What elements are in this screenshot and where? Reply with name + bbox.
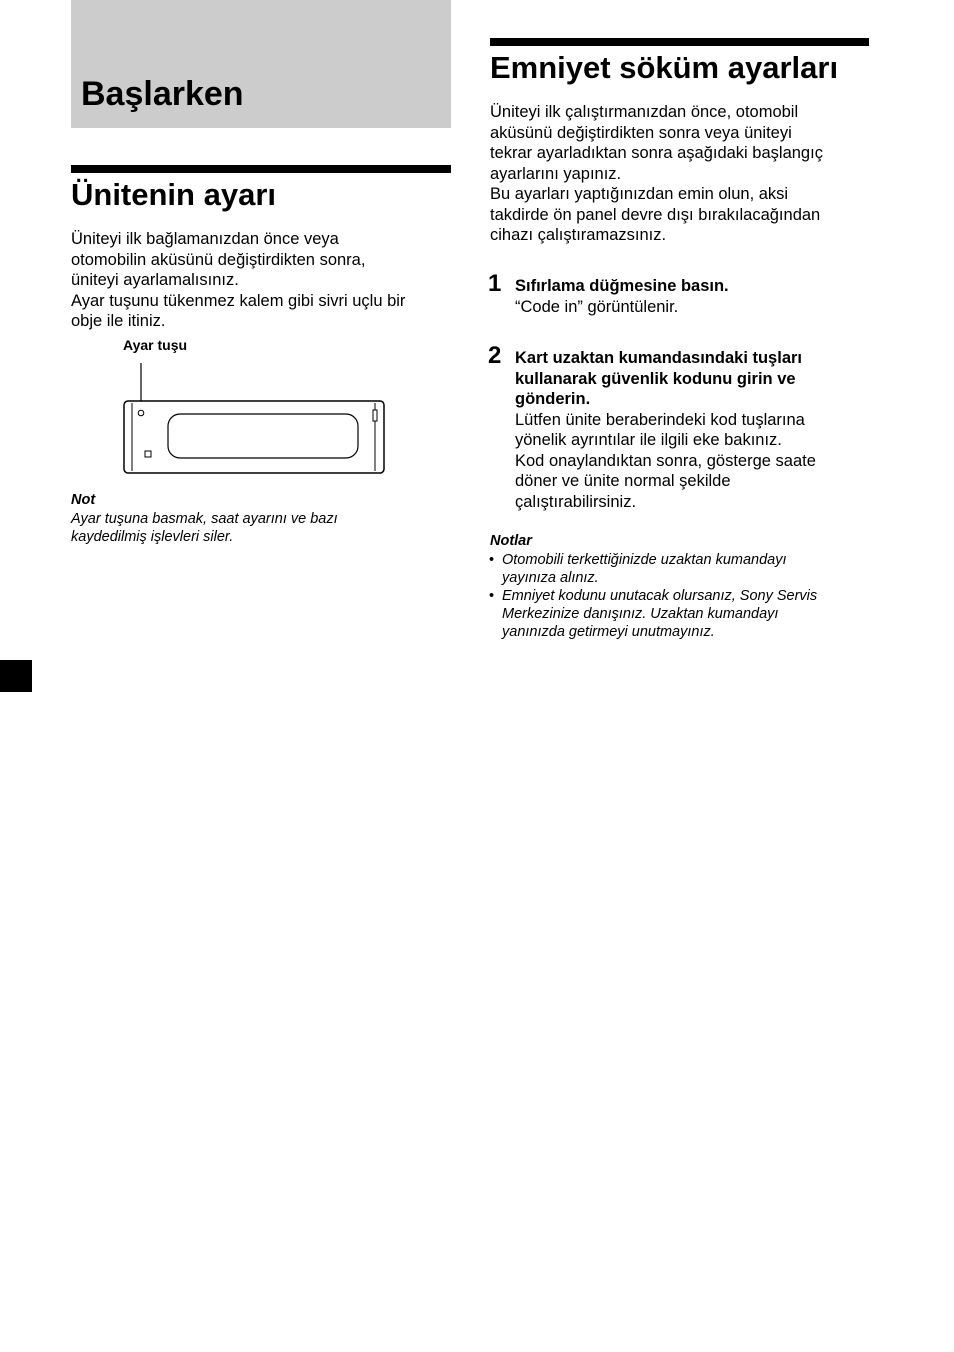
step-text-line: “Code in” görüntülenir. [515,297,679,316]
right-body [490,102,880,246]
body-line: Üniteyi ilk çalıştırmanızdan önce, otomobil [490,103,799,121]
small-square-button-icon [145,451,151,457]
figure-label-reset-button: Ayar tuşu [123,337,188,353]
release-button-icon [373,410,377,421]
note-line: yayınıza alınız. [502,570,599,586]
reset-button-icon [138,410,144,416]
body-line: Üniteyi ilk bağlamanızdan önce veya [71,230,339,248]
page-side-tab [0,660,32,692]
section-heading-unit-setup: Ünitenin ayarı [71,177,276,212]
display-window [168,414,358,458]
step-number: 1 [488,270,502,297]
body-line: Bu ayarları yaptığınızdan emin olun, aksi [490,185,789,203]
note-line: Emniyet kodunu unutacak olursanız, Sony Servis [502,588,818,604]
body-line: aküsünü değiştirdikten sonra veya üniteyi [490,123,792,142]
chapter-title: Başlarken [81,75,244,113]
car-stereo-unit-illustration [118,355,392,480]
body-line: obje ile itiniz. [71,312,166,330]
note-line: Merkezinize danışınız. Uzaktan kumandayı [502,606,779,622]
section-rule-right [490,38,869,46]
step-title-line: gönderin. [515,390,591,408]
body-line: otomobilin aküsünü değiştirdikten sonra, [71,250,366,269]
step-title-line: kullanarak güvenlik kodunu girin ve [515,369,796,388]
section-rule-left [71,165,451,173]
step-text-line: çalıştırabilirsiniz. [515,492,637,511]
step-number: 2 [488,342,502,369]
note-line: Ayar tuşuna basmak, saat ayarını ve bazı [71,511,338,527]
note-line: kaydedilmiş işlevleri siler. [71,529,234,545]
body-line: takdirde ön panel devre dışı bırakılacağından [490,205,821,224]
note-item [489,551,869,587]
notes-title: Notlar [490,533,532,549]
step-title-line: Sıfırlama düğmesine basın. [515,277,729,295]
step-2 [515,348,875,512]
note-line: Otomobili terkettiğinizde uzaktan kumandayı [502,552,787,568]
body-line: tekrar ayarladıktan sonra aşağıdaki başlangıç [490,144,823,162]
step-text-line: yönelik ayrıntılar ile ilgili eke bakınız. [515,431,782,449]
note-title: Not [71,492,96,508]
section-heading-security-setup: Emniyet söküm ayarları [490,50,839,85]
step-title-line: Kart uzaktan kumandasındaki tuşları [515,349,803,367]
left-body [71,229,461,332]
step-text-line: Lütfen ünite beraberindeki kod tuşlarına [515,410,805,429]
body-line: Ayar tuşunu tükenmez kalem gibi sivri uçlu bir [71,291,406,310]
note-item [489,587,869,641]
step-1 [515,276,875,317]
notes-list [489,551,869,641]
body-line: cihazı çalıştıramazsınız. [490,226,667,244]
note-body [71,510,461,546]
note-line: yanınızda getirmeyi unutmayınız. [502,624,715,640]
step-text-line: Kod onaylandıktan sonra, gösterge saate [515,451,816,470]
body-line: ayarlarını yapınız. [490,164,622,183]
body-line: üniteyi ayarlamalısınız. [71,271,239,289]
step-text-line: döner ve ünite normal şekilde [515,472,731,490]
